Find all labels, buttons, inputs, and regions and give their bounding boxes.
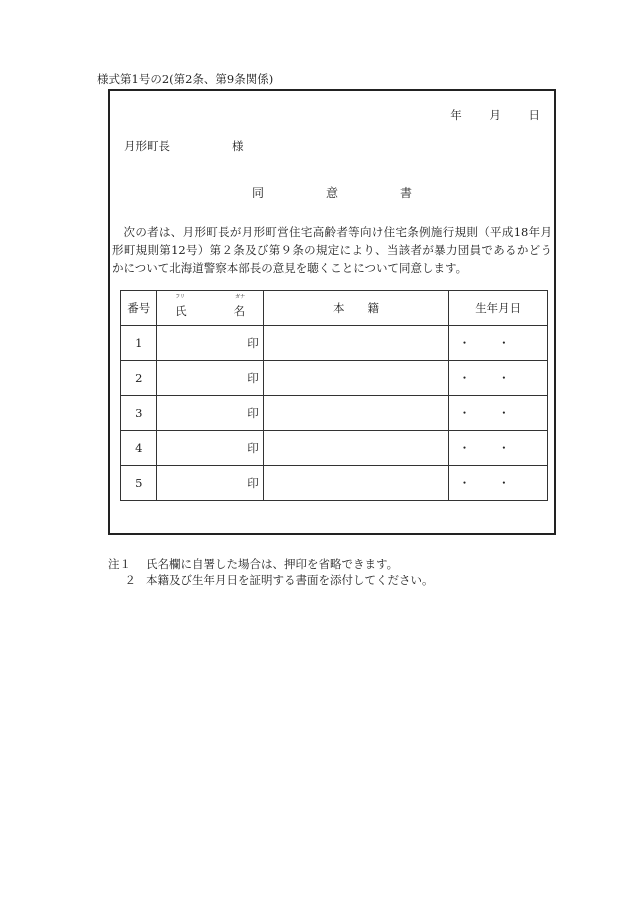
honseki-cell[interactable] bbox=[263, 431, 449, 466]
birthdate-separators: ・・ bbox=[458, 476, 538, 490]
birthdate-cell[interactable] bbox=[449, 431, 548, 466]
seal-mark: 印 bbox=[247, 476, 259, 490]
addressee-honorific: 様 bbox=[232, 139, 244, 153]
footnote-label: ２ bbox=[124, 573, 136, 587]
birthdate-cell[interactable] bbox=[449, 396, 548, 431]
seal-mark: 印 bbox=[247, 371, 259, 385]
addressee-name: 月形町長 bbox=[124, 139, 170, 153]
name-cell[interactable] bbox=[157, 431, 263, 466]
table-row bbox=[121, 466, 548, 501]
birthdate-cell[interactable] bbox=[449, 326, 548, 361]
date-line bbox=[426, 107, 540, 123]
birthdate-cell[interactable] bbox=[449, 466, 548, 501]
honseki-cell[interactable] bbox=[263, 466, 449, 501]
footnote-text: 本籍及び生年月日を証明する書面を添付してください。 bbox=[146, 573, 434, 587]
birthdate-separators: ・・ bbox=[458, 371, 538, 385]
table-row bbox=[121, 361, 548, 396]
addressee bbox=[124, 138, 244, 154]
header-name-shi: 氏 bbox=[175, 303, 187, 318]
footnotes bbox=[108, 556, 434, 588]
footnote-text: 氏名欄に自署した場合は、押印を省略できます。 bbox=[146, 557, 399, 571]
consent-statement: 次の者は、月形町長が月形町営住宅高齢者等向け住宅条例施行規則（平成18年月形町規則第12号）第２条及び第９条の規定により、当該者が暴力団員であるかどうかについて北海道警察本部長の意見を聴くことについて同意します。 bbox=[112, 225, 552, 275]
date-month: 月 bbox=[489, 108, 501, 122]
honseki-cell[interactable] bbox=[263, 361, 449, 396]
ruby-shi: フリ bbox=[175, 293, 185, 300]
birthdate-cell[interactable] bbox=[449, 361, 548, 396]
footnote-label: 注１ bbox=[108, 557, 131, 571]
birthdate-separators: ・・ bbox=[458, 336, 538, 350]
ruby-mei: ガナ bbox=[235, 293, 246, 300]
seal-mark: 印 bbox=[247, 441, 259, 455]
name-cell[interactable] bbox=[157, 361, 263, 396]
name-cell[interactable] bbox=[157, 396, 263, 431]
birthdate-separators: ・・ bbox=[458, 406, 538, 420]
consent-form-frame bbox=[108, 89, 556, 535]
seal-mark: 印 bbox=[247, 406, 259, 420]
row-number: 1 bbox=[121, 326, 157, 361]
honseki-cell[interactable] bbox=[263, 326, 449, 361]
footnote-1 bbox=[108, 556, 434, 572]
table-row bbox=[121, 326, 548, 361]
header-birthdate: 生年月日 bbox=[449, 291, 548, 326]
date-year: 年 bbox=[450, 108, 462, 122]
table-row bbox=[121, 396, 548, 431]
row-number: 2 bbox=[121, 361, 157, 396]
table-row bbox=[121, 431, 548, 466]
header-name-mei: 名 bbox=[233, 303, 246, 318]
table-header-row bbox=[121, 291, 548, 326]
name-cell[interactable] bbox=[157, 466, 263, 501]
header-number: 番号 bbox=[121, 291, 157, 326]
row-number: 3 bbox=[121, 396, 157, 431]
row-number: 5 bbox=[121, 466, 157, 501]
honseki-cell[interactable] bbox=[263, 396, 449, 431]
row-number: 4 bbox=[121, 431, 157, 466]
header-honseki: 本 籍 bbox=[263, 291, 449, 326]
birthdate-separators: ・・ bbox=[458, 441, 538, 455]
footnote-2 bbox=[108, 572, 434, 588]
header-name bbox=[157, 291, 263, 326]
form-number: 様式第1号の2(第2条、第9条関係) bbox=[97, 72, 274, 86]
consent-roster-table bbox=[120, 290, 548, 501]
date-day: 日 bbox=[528, 108, 540, 122]
document-title: 同意書 bbox=[251, 186, 474, 200]
seal-mark: 印 bbox=[247, 336, 259, 350]
name-cell[interactable] bbox=[157, 326, 263, 361]
